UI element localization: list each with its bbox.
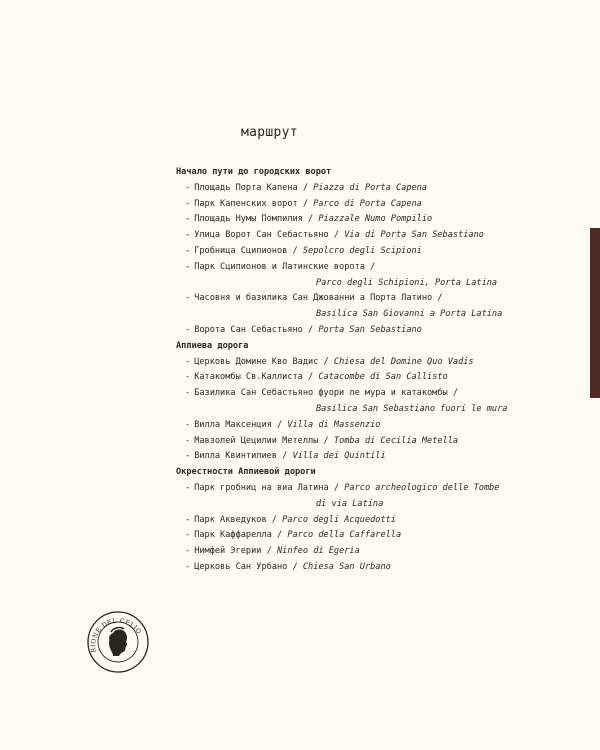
- item-name-ru: Церковь Сан Урбано: [194, 561, 288, 572]
- item-name-ru: Нимфей Эгерии: [194, 546, 262, 557]
- item-dash: -: [185, 293, 191, 304]
- item-name-ru: Парк Каффарелла: [194, 530, 272, 541]
- item-separator: /: [297, 182, 314, 193]
- route-item: [176, 228, 586, 244]
- route-item: [176, 197, 586, 213]
- item-name-it: Porta San Sebastiano: [318, 324, 422, 335]
- section-heading: Аппиева дорога: [176, 340, 249, 351]
- item-name-ru: Улица Ворот Сан Себастьяно: [194, 230, 329, 241]
- item-dash: -: [185, 245, 191, 256]
- item-dash: -: [185, 324, 191, 335]
- item-separator: /: [276, 451, 293, 462]
- route-item: [176, 513, 586, 529]
- item-name-it: Parco della Caffarella: [287, 530, 402, 541]
- item-name-it-continued: Basilica San Sebastiano fuori le mura: [316, 403, 508, 414]
- item-name-ru: Церковь Домине Кво Вадис: [194, 356, 319, 367]
- item-dash: -: [185, 261, 191, 272]
- item-separator: /: [271, 419, 288, 430]
- item-name-it: Via di Porta San Sebastiano: [344, 230, 484, 241]
- item-name-ru: Ворота Сан Себастьяно: [194, 324, 303, 335]
- item-separator: /: [328, 230, 345, 241]
- item-separator: /: [432, 293, 443, 304]
- route-item: [176, 355, 586, 371]
- route-item: [176, 244, 586, 260]
- item-dash: -: [185, 482, 191, 493]
- section-heading: Начало пути до городских ворот: [176, 167, 332, 177]
- route-item: [176, 260, 586, 276]
- route-item: [176, 560, 586, 576]
- route-item: [176, 370, 586, 386]
- item-separator: /: [297, 198, 314, 209]
- item-name-it: Parco degli Acquedotti: [282, 514, 396, 525]
- item-separator: /: [447, 388, 459, 399]
- route-item: [176, 449, 586, 465]
- item-dash: -: [185, 198, 191, 209]
- route-item: [176, 434, 586, 450]
- item-separator: /: [364, 261, 376, 272]
- item-name-it-continued: Parco degli Schipioni, Porta Latina: [316, 277, 498, 288]
- section-heading: Окрестности Аппиевой дороги: [176, 467, 316, 478]
- item-dash: -: [185, 561, 191, 572]
- route-item: [176, 418, 586, 434]
- route-item: [176, 291, 586, 307]
- route-item: [176, 528, 586, 544]
- route-item: [176, 544, 586, 560]
- item-dash: -: [185, 230, 191, 241]
- item-name-ru: Вилла Максенция: [194, 419, 272, 430]
- item-dash: -: [185, 435, 191, 446]
- rione-celio-seal: [86, 610, 150, 674]
- route-item: [176, 181, 586, 197]
- item-name-it: Parco di Porta Capena: [313, 198, 422, 209]
- item-name-it: Piazzale Numo Pompilio: [318, 214, 433, 225]
- item-name-it: Piazza di Porta Capena: [313, 182, 428, 193]
- item-dash: -: [185, 214, 191, 225]
- item-name-it: Ninfeo di Egeria: [276, 546, 360, 557]
- route-item: [176, 323, 586, 339]
- item-name-it: Parco archeologico delle Tombe: [344, 482, 500, 493]
- item-separator: /: [266, 514, 283, 525]
- item-dash: -: [185, 546, 191, 557]
- item-name-it: Chiesa San Urbano: [302, 561, 391, 572]
- item-separator: /: [318, 435, 334, 446]
- item-separator: /: [287, 245, 303, 256]
- item-dash: -: [185, 530, 191, 541]
- item-dash: -: [185, 388, 191, 399]
- item-dash: -: [185, 451, 191, 462]
- item-name-ru: Вилла Квинтилиев: [194, 451, 277, 462]
- item-name-it-continued: di via Latina: [316, 498, 384, 509]
- item-name-it: Villa di Massenzio: [287, 419, 381, 430]
- item-separator: /: [302, 372, 319, 383]
- item-separator: /: [328, 482, 345, 493]
- item-dash: -: [185, 372, 191, 383]
- item-name-ru: Мавзолей Цецилии Метеллы: [194, 435, 319, 446]
- item-name-ru: Площадь Порта Капена: [194, 182, 298, 193]
- item-name-ru: Парк Капенских ворот: [194, 198, 298, 209]
- item-name-ru: Базилика Сан Себастьяно фуори ле мура и катакомбы: [194, 388, 448, 399]
- head-profile-icon: [109, 628, 127, 656]
- item-separator: /: [287, 561, 303, 572]
- item-name-it: Tomba di Cecilia Metella: [333, 435, 459, 446]
- route-item: [176, 386, 586, 402]
- item-name-it-continued: Basilica San Giovanni a Porta Latina: [316, 309, 503, 320]
- seal-text: RIONE DEL CELIO: [90, 617, 143, 653]
- item-dash: -: [185, 419, 191, 430]
- item-separator: /: [271, 530, 288, 541]
- item-name-it: Chiesa del Domine Quo Vadis: [333, 356, 474, 367]
- item-dash: -: [185, 514, 191, 525]
- item-separator: /: [318, 356, 334, 367]
- item-name-it: Villa dei Quintili: [292, 451, 386, 462]
- item-name-ru: Парк Акведуков: [194, 514, 267, 525]
- route-item: [176, 481, 586, 497]
- item-dash: -: [185, 356, 191, 367]
- item-name-ru: Часовня и базилика Сан Джованни а Порта Латино: [194, 293, 433, 304]
- item-separator: /: [302, 214, 319, 225]
- item-dash: -: [185, 182, 191, 193]
- item-name-ru: Гробница Сципионов: [194, 245, 288, 256]
- item-name-ru: Катакомбы Св.Каллиста: [194, 372, 303, 383]
- item-name-ru: Парк гробниц на виа Латина: [194, 482, 329, 493]
- route-item: [176, 212, 586, 228]
- route-list: [176, 165, 586, 576]
- item-name-it: Catacombe di San Callisto: [318, 372, 448, 383]
- item-name-ru: Парк Сципионов и Латинские ворота: [194, 261, 365, 272]
- item-name-it: Sepolcro degli Scipioni: [302, 245, 422, 256]
- item-separator: /: [302, 324, 319, 335]
- item-separator: /: [261, 546, 277, 557]
- side-color-tab: [590, 228, 600, 398]
- item-name-ru: Площадь Нумы Помпилия: [194, 214, 303, 225]
- page-title: маршрут: [241, 125, 298, 140]
